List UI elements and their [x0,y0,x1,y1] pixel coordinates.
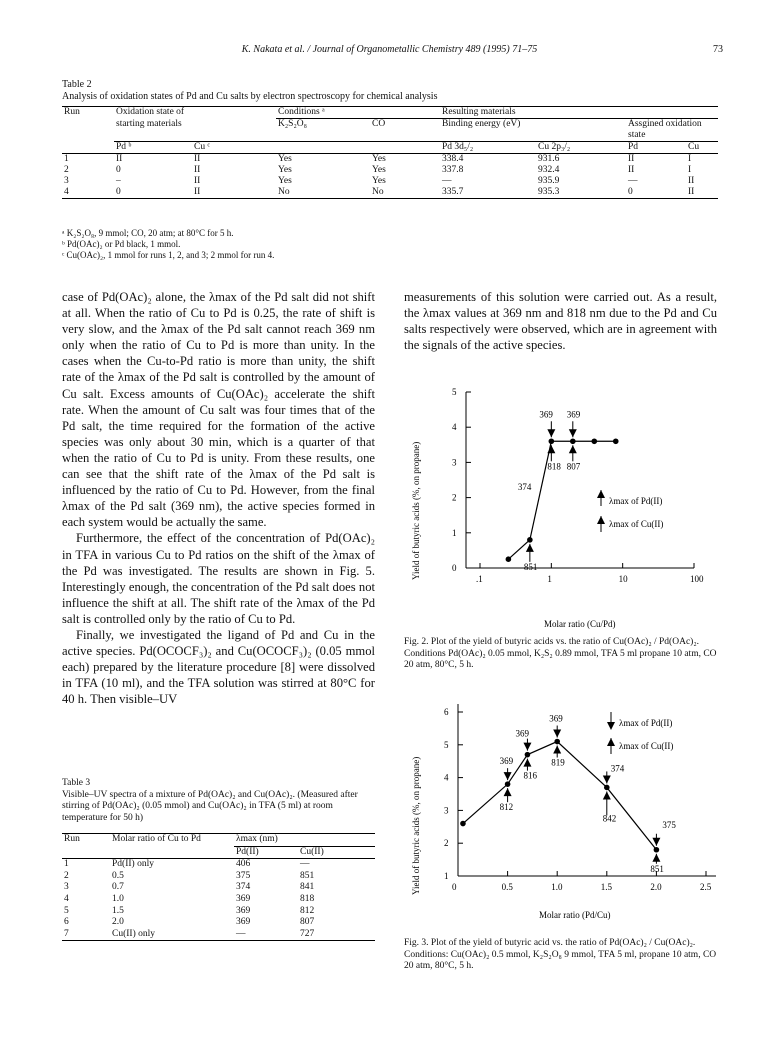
lambda-label: 375 [662,819,676,830]
lambda-cu-arrow [652,854,660,862]
running-head: K. Nakata et al. / Journal of Organometallic Chemistry 489 (1995) 71–75 [241,44,538,55]
table-row [62,871,375,883]
cell: 841 [300,882,315,893]
cell: 2 [64,870,69,881]
cell: 0 [628,187,633,197]
lambda-label: 369 [515,728,529,739]
fig3-legend-cu: λmax of Cu(II) [619,741,674,751]
table2-footnote-a: ᵃ K₂S₂O₈, 9 mmol; CO, 20 atm; at 80°C for 5 h. [62,228,234,238]
paragraph: Finally, we investigated the ligand of Pd and Cu in the active species. Pd(OCOCF₃)₂ and Cu(OCOCF₃)₂ (0.05 mmol each) prepared by the literature procedure [8] were dissolved in TFA (10 ml), and the TFA solution was stirred at 80°C for 40 h. Then visible–UV [62,627,375,707]
data-point [525,752,531,758]
t2-h-res: Resulting materials [442,107,516,117]
cell: No [372,187,384,197]
cell: 406 [236,859,251,870]
x-tick-label: 1.5 [600,882,613,892]
lambda-label: 374 [610,763,625,774]
y-tick-label: 2 [452,492,457,503]
fig2-ylabel: Yield of butyric acids (%, on propane) [411,441,421,580]
cell: Yes [372,176,386,186]
cell: Yes [278,165,292,175]
table-row [62,176,718,187]
cell: 337.8 [442,165,464,175]
cell: II [116,154,123,164]
fig2-chart [404,380,744,646]
data-point [527,537,533,543]
t2-h-pd2: Pd [628,142,639,152]
lambda-pd-arrow [547,429,555,437]
cell: 338.4 [442,154,464,164]
t2-h-run: Run [64,107,80,117]
cell: II [688,176,695,186]
lambda-label: 818 [547,461,561,472]
t3-h-cu: Cu(II) [298,846,375,859]
lambda-label: 819 [551,757,565,768]
lambda-cu-arrow [504,788,512,796]
t3-h-pd: Pd(II) [234,846,298,859]
t3-h-run: Run [64,834,80,844]
cell: II [194,154,201,164]
y-tick-label: 3 [452,457,457,468]
cell: 935.3 [538,187,560,197]
lambda-cu-arrow [526,544,534,552]
table-row [62,165,718,176]
fig3-xlabel: Molar ratio (Pd/Cu) [539,910,611,920]
cell: 1.5 [112,905,124,916]
cell: I [688,165,692,175]
cell: — [628,176,638,186]
paragraph: Furthermore, the effect of the concentration of Pd(OAc)₂ in TFA in various Cu to Pd ratios on the shift of the λmax of the Pd was investigated. The results are shown in Fig. 5. Interestingly enough, the concentration of the Pd salt does not influence the shift at all. The shift rate of the λmax of the Pd salt is controlled only by the ratio of Cu to Pd. [62,531,375,626]
paragraph: measurements of this solution were carried out. As a result, the λmax values at 369 nm and 818 nm due to the Pd and Cu salts respectively were observed, which are in agreement with the signals of the active species. [404,290,717,353]
lambda-label: 369 [566,409,581,420]
cell: 2.0 [112,917,124,928]
data-point [570,438,576,444]
y-tick-label: 1 [452,527,457,538]
y-tick-label: 1 [444,871,449,881]
cell: 851 [300,870,315,881]
t2-h-cond: Conditions ᵃ [278,107,325,117]
t2-h-co: CO [370,119,440,142]
table2-footnote-b: ᵇ Pd(OAc)₂ or Pd black, 1 mmol. [62,239,181,249]
x-tick-label: 0.5 [501,882,513,892]
data-point [613,438,619,444]
cell: II [688,187,695,197]
x-tick-label: 1 [547,574,552,584]
table-row [62,917,375,929]
cell: 1 [64,154,69,164]
lambda-label: 851 [650,863,664,874]
data-point [460,821,466,827]
fig3-legend-pd-arrow [607,722,615,730]
lambda-pd-arrow [652,838,660,846]
fig3-legend-pd: λmax of Pd(II) [619,718,673,728]
fig3-ylabel: Yield of butyric acids (%, on propane) [411,756,421,895]
table3-label: Table 3 [62,778,91,788]
x-tick-label: 10 [618,574,628,584]
lambda-label: 812 [499,802,514,813]
x-tick-label: 1.0 [551,882,563,892]
lambda-label: 369 [499,756,514,767]
t2-h-cu: Cu ᶜ [192,142,276,154]
fig2-legend-pd: λmax of Pd(II) [609,496,663,506]
t2-h-ass: Assgined oxidation state [626,119,718,142]
right-column-text [404,289,717,353]
x-tick-label: .1 [476,574,483,584]
lambda-label: 369 [539,409,553,420]
cell: Yes [278,176,292,186]
data-point [654,847,660,853]
left-column-text [62,289,375,707]
t2-h-k: K₂S₂O₈ [276,119,370,142]
table-row [62,929,375,941]
table-row [62,859,375,871]
cell: — [300,859,310,870]
cell: No [278,187,290,197]
cell: 1.0 [112,893,124,904]
table-row [62,154,718,166]
table3-caption [62,778,375,824]
t3-h-lmax: λmax (nm) [236,834,278,844]
cell: — [236,928,246,939]
t3-h-ratio: Molar ratio of Cu to Pd [112,834,201,844]
cell: 369 [236,893,251,904]
y-tick-label: 0 [452,563,457,573]
lambda-label: 851 [523,561,538,572]
cell: Yes [278,154,292,164]
table3 [62,833,375,941]
table-row [62,894,375,906]
y-tick-label: 3 [444,805,449,816]
lambda-label: 369 [549,713,563,724]
cell: II [628,154,635,164]
lambda-cu-arrow [547,445,555,453]
x-tick-label: 0 [452,882,457,892]
cell: 2 [64,165,69,175]
lambda-label: 807 [566,461,581,472]
fig2-legend-cu: λmax of Cu(II) [609,519,664,529]
t2-h-ox: Oxidation state of [116,107,185,117]
lambda-cu-arrow [553,746,561,754]
table-row [62,906,375,918]
y-tick-label: 6 [444,707,449,717]
paragraph: case of Pd(OAc)₂ alone, the λmax of the Pd salt did not shift at all. When the ratio of Cu to Pd is 0.25, the rate of shift is very slow, and the λmax of the Pd salt cannot reach 369 nm only when the ratio of Cu to Pd is more than unity. In the cases when the Cu-to-Pd ratio is more than unity, the shift rate of the λmax of the Pd salt is controlled by the amount of Cu salt. Excess amounts of Cu(OAc)₂ accelerate the shift rate. When the amount of Cu salt was four times that of the Pd salt, the time required for the formation of the active species was only about 30 min, which is a quarter of that when the ratio of Cu to Pd is unity. From these results, one can see that the shift rate of the λmax of the Pd salt is influenced by the ratio of Cu to Pd. However, from the final λmax of the Pd salt (369 nm), the active species formed in each system would be actually the same. [62,290,375,530]
table2-footnote-c: ᶜ Cu(OAc)₂, 1 mmol for runs 1, 2, and 3; 2 mmol for run 4. [62,250,275,260]
cell: 1 [64,859,69,870]
cell: II [194,165,201,175]
cell: 0 [116,187,121,197]
t2-h-pd: Pd ᵇ [114,142,192,154]
lambda-label: 374 [517,481,532,492]
cell: 727 [300,928,315,939]
cell: 5 [64,905,69,916]
fig2-caption: Fig. 2. Plot of the yield of butyric acids vs. the ratio of Cu(OAc)₂ / Pd(OAc)₂. Conditions Pd(OAc)₂ 0.05 mmol, K₂S₂ 0.89 mmol, TFA 5 ml propane 10 atm, CO 20 atm, 80°C, 5 h. [404,637,717,670]
cell: 0 [116,165,121,175]
cell: I [688,154,692,164]
cell: 374 [236,882,251,893]
fig3-legend-cu-arrow [607,738,615,746]
cell: — [442,176,452,186]
data-point [549,438,555,444]
fig3-caption: Fig. 3. Plot of the yield of butyric acid vs. the ratio of Pd(OAc)₂ / Cu(OAc)₂. Conditions: Cu(OAc)₂ 0.5 mmol, K₂S₂O₈ 9 mmol, TFA 5 ml, propane 10 atm, CO 20 atm, 80°C, 5 h. [404,938,717,971]
table-row [62,882,375,894]
cell: 375 [236,870,251,881]
t2-h-cu2: Cu [688,142,700,152]
table2-title: Analysis of oxidation states of Pd and Cu salts by electron spectroscopy for chemical analysis [62,91,438,102]
y-tick-label: 4 [452,422,457,433]
fig2-series-line [508,441,615,559]
fig3-chart [404,690,744,946]
cell: 369 [236,905,251,916]
cell: 7 [64,928,69,939]
cell: 369 [236,917,251,928]
cell: 807 [300,917,315,928]
cell: Yes [372,165,386,175]
cell: 818 [300,893,315,904]
cell: 3 [64,882,69,893]
t2-h-pd3d: Pd 3d₅/₂ [442,142,474,152]
cell: 4 [64,187,69,197]
data-point [505,781,511,787]
lambda-label: 842 [602,813,617,824]
fig2-xlabel: Molar ratio (Cu/Pd) [544,619,616,629]
y-tick-label: 5 [452,387,457,397]
cell: 3 [64,176,69,186]
cell: 6 [64,917,69,928]
y-tick-label: 5 [444,739,449,750]
cell: 335.7 [442,187,464,197]
table-row [62,187,718,199]
lambda-pd-arrow [523,743,531,751]
data-point [604,785,610,791]
cell: Pd(II) only [112,859,154,870]
cell: Yes [372,154,386,164]
cell: Cu(II) only [112,928,156,939]
t2-h-ox2: starting materials [116,118,182,129]
x-tick-label: 2.5 [700,882,712,892]
cell: 932.4 [538,165,560,175]
cell: II [194,176,201,186]
cell: 935.9 [538,176,560,186]
y-tick-label: 2 [444,838,449,849]
lambda-pd-arrow [569,429,577,437]
lambda-cu-arrow [569,445,577,453]
lambda-cu-arrow [603,791,611,799]
table2 [62,106,718,199]
t2-h-be: Binding energy (eV) [440,119,626,142]
data-point [506,556,512,562]
lambda-pd-arrow [603,775,611,783]
cell: 0.7 [112,882,124,893]
table3-title: Visible–UV spectra of a mixture of Pd(OAc)₂ and Cu(OAc)₂. (Measured after stirring of Pd(OAc)₂ (0.05 mmol) and Cu(OAc)₂ in TFA (5 ml) at room temperature for 50 h) [62,789,358,823]
data-point [591,438,597,444]
cell: 931.6 [538,154,560,164]
t2-h-cu2p: Cu 2p₃/₂ [538,142,571,152]
cell: II [194,187,201,197]
cell: II [628,165,635,175]
cell: – [116,176,121,186]
y-tick-label: 4 [444,772,449,783]
x-tick-label: 2.0 [650,882,662,892]
page-number: 73 [713,44,723,55]
lambda-label: 816 [523,770,537,781]
cell: 4 [64,893,69,904]
x-tick-label: 100 [690,574,704,584]
lambda-pd-arrow [553,730,561,738]
data-point [554,739,560,745]
table2-label: Table 2 [62,79,92,90]
cell: 812 [300,905,315,916]
cell: 0.5 [112,870,124,881]
